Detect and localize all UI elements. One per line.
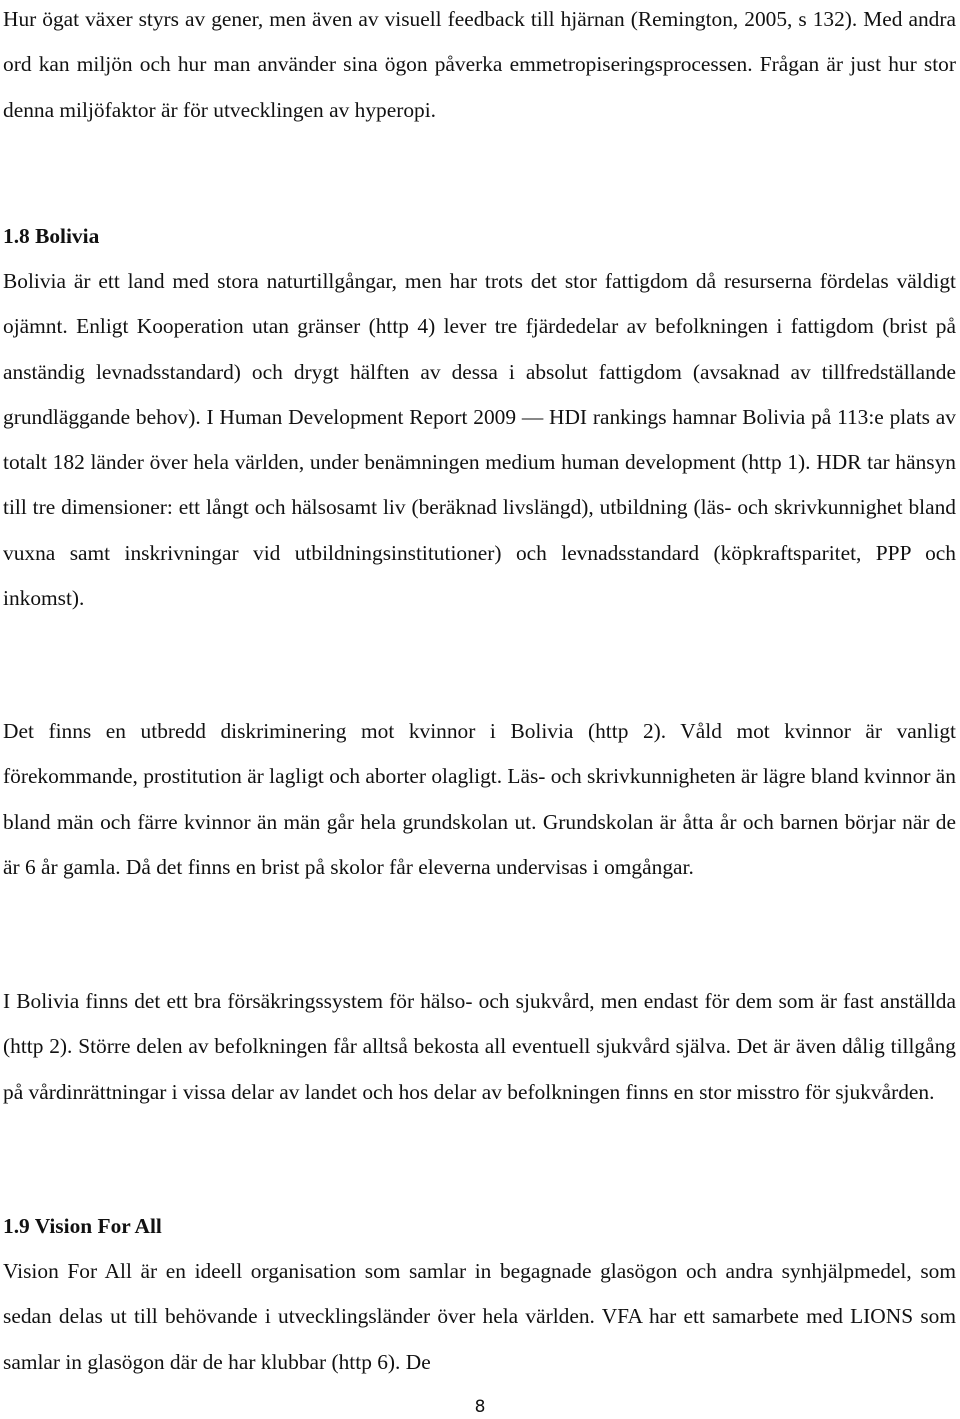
heading-bolivia: 1.8 Bolivia [3, 224, 100, 248]
paragraph-bolivia-healthcare: I Bolivia finns det ett bra försäkringssystem för hälso- och sjukvård, men endast för dem som är fast anställda (http 2). Större delen av befolkningen får alltså bekosta all eventuell sjukvård själva. Det är även dålig tillgång på vårdinrättningar i vissa delar av landet och hos delar av befolkningen finns en stor misstro för sjukvården. [3, 989, 956, 1104]
paragraph-vision-for-all: Vision For All är en ideell organisation som samlar in begagnade glasögon och andra synhjälpmedel, som sedan delas ut till behövande i utvecklingsländer över hela världen. VFA har ett samarbete med LIONS som samlar in glasögon där de har klubbar (http 6). De [3, 1259, 956, 1374]
page-number: 8 [474, 1397, 486, 1417]
paragraph-bolivia-poverty: Bolivia är ett land med stora naturtillgångar, men har trots det stor fattigdom då resurserna fördelas väldigt ojämnt. Enligt Kooperation utan gränser (http 4) lever tre fjärdedelar av befolkningen i fattigdom (brist på anständig levnadsstandard) och drygt hälften av dessa i absolut fattigdom (avsaknad av tillfredställande grundläggande behov). I Human Development Report 2009 — HDI rankings hamnar Bolivia på 113:e plats av totalt 182 länder över hela världen, under benämningen medium human development (http 1). HDR tar hänsyn till tre dimensioner: ett långt och hälsosamt liv (beräknad livslängd), utbildning (läs- och skrivkunnighet bland vuxna samt inskrivningar vid utbildningsinstitutioner) och levnadsstandard (köpkraftsparitet, PPP och inkomst). [3, 269, 956, 611]
paragraph-emmetropisering: Hur ögat växer styrs av gener, men även av visuell feedback till hjärnan (Remington, 2005, s 132). Med andra ord kan miljön och hur man använder sina ögon påverka emmetropiseringsprocessen. Frågan är just hur stor denna miljöfaktor är för utvecklingen av hyperopi. [3, 7, 956, 122]
paragraph-bolivia-women: Det finns en utbredd diskriminering mot kvinnor i Bolivia (http 2). Våld mot kvinnor är vanligt förekommande, prostitution är lagligt och aborter olagligt. Läs- och skrivkunnigheten är lägre bland kvinnor än bland män och färre kvinnor än män går hela grundskolan ut. Grundskolan är åtta år och barnen börjar när de är 6 år gamla. Då det finns en brist på skolor får eleverna undervisas i omgångar. [3, 719, 956, 879]
heading-vision-for-all: 1.9 Vision For All [3, 1214, 162, 1238]
